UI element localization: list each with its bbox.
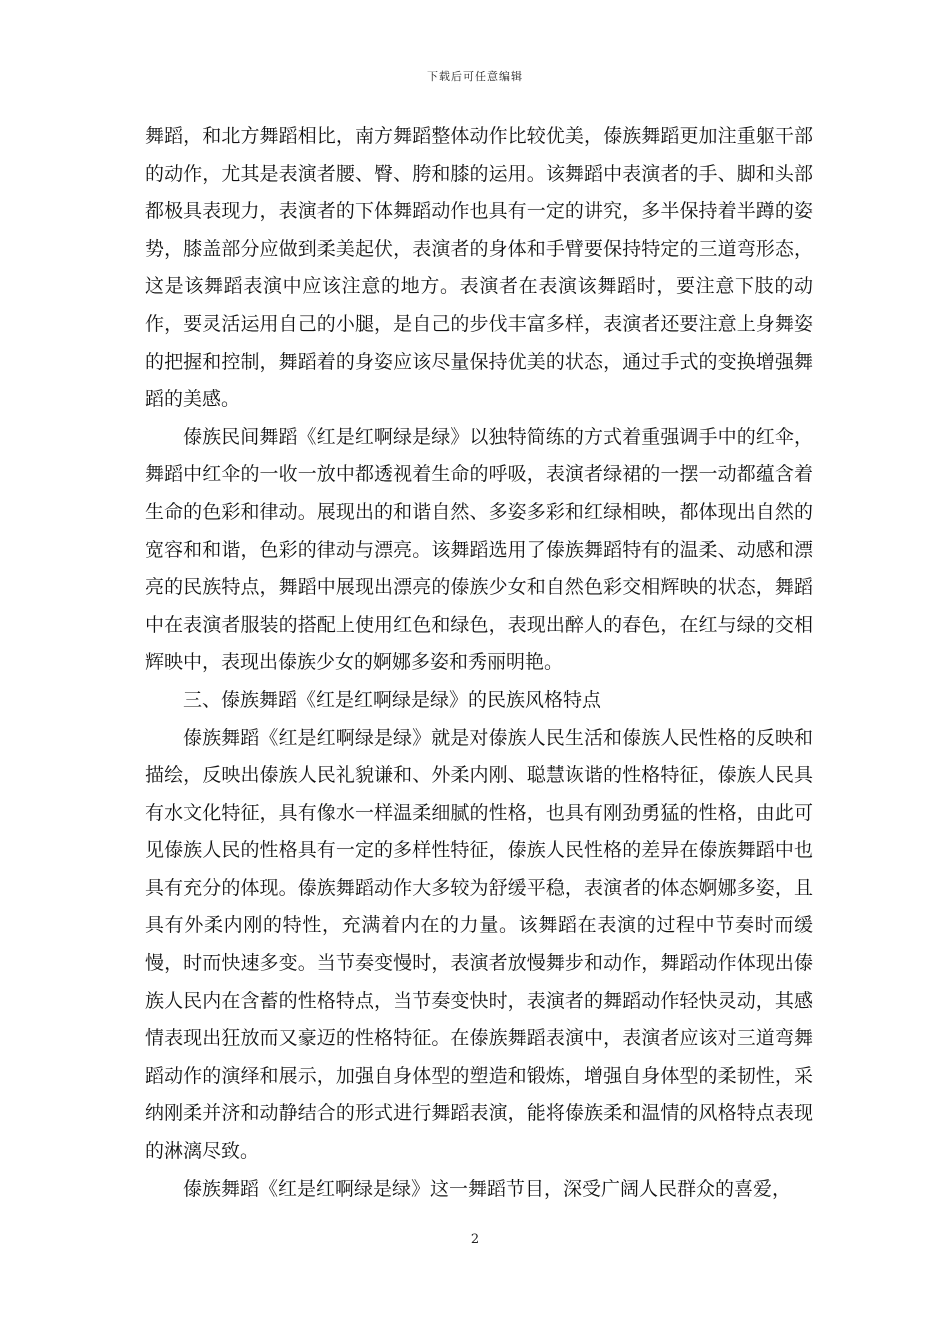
paragraph-continuation: 舞蹈，和北方舞蹈相比，南方舞蹈整体动作比较优美，傣族舞蹈更加注重躯干部的动作，尤其是表演者腰、臀、胯和膝的运用。该舞蹈中表演者的手、脚和头部都极具表现力，表演者的下体舞蹈动作也具有一定的讲究，多半保持着半蹲的姿势，膝盖部分应做到柔美起伏，表演者的身体和手臂要保持特定的三道弯形态，这是该舞蹈表演中应该注意的地方。表演者在表演该舞蹈时，要注意下肢的动作，要灵活运用自己的小腿，是自己的步伐丰富多样，表演者还要注意上身舞姿的把握和控制，舞蹈着的身姿应该尽量保持优美的状态，通过手式的变换增强舞蹈的美感。 — [145, 125, 813, 411]
page-header: 下载后可任意编辑 — [427, 70, 523, 83]
section-heading-ethnic-style: 三、傣族舞蹈《红是红啊绿是绿》的民族风格特点 — [183, 688, 602, 711]
paragraph-popularity: 傣族舞蹈《红是红啊绿是绿》这一舞蹈节目，深受广阔人民群众的喜爱， — [183, 1177, 792, 1200]
paragraph-red-umbrella: 傣族民间舞蹈《红是红啊绿是绿》以独特简练的方式着重强调手中的红伞，舞蹈中红伞的一收一放中都透视着生命的呼吸，表演者绿裙的一摆一动都蕴含着生命的色彩和律动。展现出的和谐自然、多姿多彩和红绿相映，都体现出自然的宽容和和谐，色彩的律动与漂亮。该舞蹈选用了傣族舞蹈特有的温柔、动感和漂亮的民族特点，舞蹈中展现出漂亮的傣族少女和自然色彩交相辉映的状态，舞蹈中在表演者服装的搭配上使用红色和绿色，表现出醉人的春色，在红与绿的交相辉映中，表现出傣族少女的婀娜多姿和秀丽明艳。 — [145, 425, 813, 674]
document-body — [145, 118, 813, 1208]
paragraph-ethnic-character: 傣族舞蹈《红是红啊绿是绿》就是对傣族人民生活和傣族人民性格的反映和描绘，反映出傣族人民礼貌谦和、外柔内刚、聪慧诙谐的性格特征，傣族人民具有水文化特征，具有像水一样温柔细腻的性格，也具有刚劲勇猛的性格，由此可见傣族人民的性格具有一定的多样性特征，傣族人民性格的差异在傣族舞蹈中也具有充分的体现。傣族舞蹈动作大多较为舒缓平稳，表演者的体态婀娜多姿，且具有外柔内刚的特性，充满着内在的力量。该舞蹈在表演的过程中节奏时而缓慢，时而快速多变。当节奏变慢时，表演者放慢舞步和动作，舞蹈动作体现出傣族人民内在含蓄的性格特点，当节奏变快时，表演者的舞蹈动作轻快灵动，其感情表现出狂放而又豪迈的性格特征。在傣族舞蹈表演中，表演者应该对三道弯舞蹈动作的演绎和展示，加强自身体型的塑造和锻炼，增强自身体型的柔韧性，采纳刚柔并济和动静结合的形式进行舞蹈表演，能将傣族柔和温情的风格特点表现的淋漓尽致。 — [145, 726, 813, 1163]
page-number: 2 — [470, 1232, 480, 1247]
